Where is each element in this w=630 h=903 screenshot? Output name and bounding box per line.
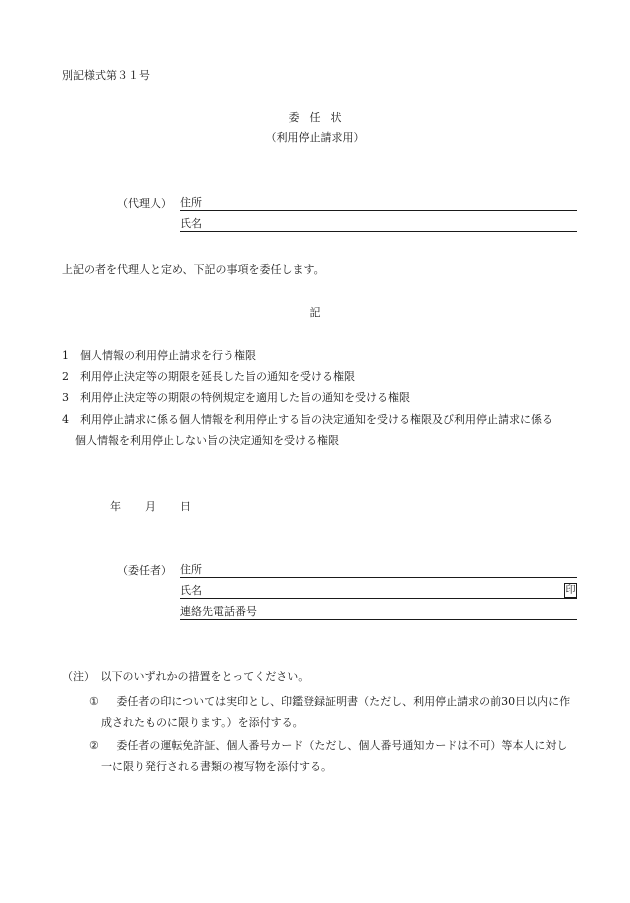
form-number: 別記様式第３１号 bbox=[62, 69, 150, 82]
agent-name-field[interactable] bbox=[180, 217, 577, 232]
principal-address-label: 住所 bbox=[180, 563, 202, 576]
date-day-label: 日 bbox=[180, 500, 191, 513]
note-marker-1: ① bbox=[89, 695, 99, 708]
note-text-1-continuation: 成されたものに限ります。）を添付する。 bbox=[101, 716, 304, 729]
principal-name-field[interactable] bbox=[180, 584, 577, 599]
item-number: 4 bbox=[62, 413, 69, 426]
ki-heading: 記 bbox=[309, 306, 321, 319]
principal-phone-label: 連絡先電話番号 bbox=[180, 605, 257, 618]
item-number: 3 bbox=[62, 391, 69, 404]
principal-name-label: 氏名 bbox=[180, 584, 202, 597]
note-marker-2: ② bbox=[89, 739, 99, 752]
agent-role-label: （代理人） bbox=[117, 197, 172, 210]
date-year-label: 年 bbox=[110, 500, 121, 513]
item-text: 利用停止決定等の期限を延長した旨の通知を受ける権限 bbox=[80, 370, 355, 383]
note-text-2-continuation: 一に限り発行される書類の複写物を添付する。 bbox=[101, 760, 332, 773]
principal-phone-field[interactable] bbox=[180, 605, 577, 620]
principal-address-field[interactable] bbox=[180, 563, 577, 578]
agent-address-label: 住所 bbox=[180, 196, 202, 209]
document-title: 委任状 bbox=[288, 111, 352, 124]
agent-name-label: 氏名 bbox=[180, 217, 202, 230]
principal-role-label: （委任者） bbox=[117, 564, 172, 577]
intro-text: 上記の者を代理人と定め、下記の事項を委任します。 bbox=[62, 263, 325, 276]
note-item-2 bbox=[89, 739, 567, 752]
note-text-1: 委任者の印については実印とし、印鑑登録証明書（ただし、利用停止請求の前30日以内に作 bbox=[116, 695, 571, 708]
date-month-label: 月 bbox=[145, 500, 156, 513]
item-text: 利用停止決定等の期限の特例規定を適用した旨の通知を受ける権限 bbox=[80, 391, 410, 404]
item-number: 1 bbox=[62, 349, 69, 362]
agent-address-field[interactable] bbox=[180, 196, 577, 211]
item-text-continuation: 個人情報を利用停止しない旨の決定通知を受ける権限 bbox=[75, 434, 339, 447]
document-subtitle: （利用停止請求用） bbox=[265, 131, 365, 144]
note-item-1 bbox=[89, 695, 570, 708]
item-text: 利用停止請求に係る個人情報を利用停止する旨の決定通知を受ける権限及び利用停止請求に係る bbox=[80, 413, 553, 426]
item-number: 2 bbox=[62, 370, 69, 383]
item-text: 個人情報の利用停止請求を行う権限 bbox=[80, 349, 256, 362]
note-text-2: 委任者の運転免許証、個人番号カード（ただし、個人番号通知カードは不可）等本人に対し bbox=[116, 739, 568, 752]
notes-heading: （注） 以下のいずれかの措置をとってください。 bbox=[62, 670, 310, 683]
seal-mark: 印 bbox=[565, 585, 576, 596]
